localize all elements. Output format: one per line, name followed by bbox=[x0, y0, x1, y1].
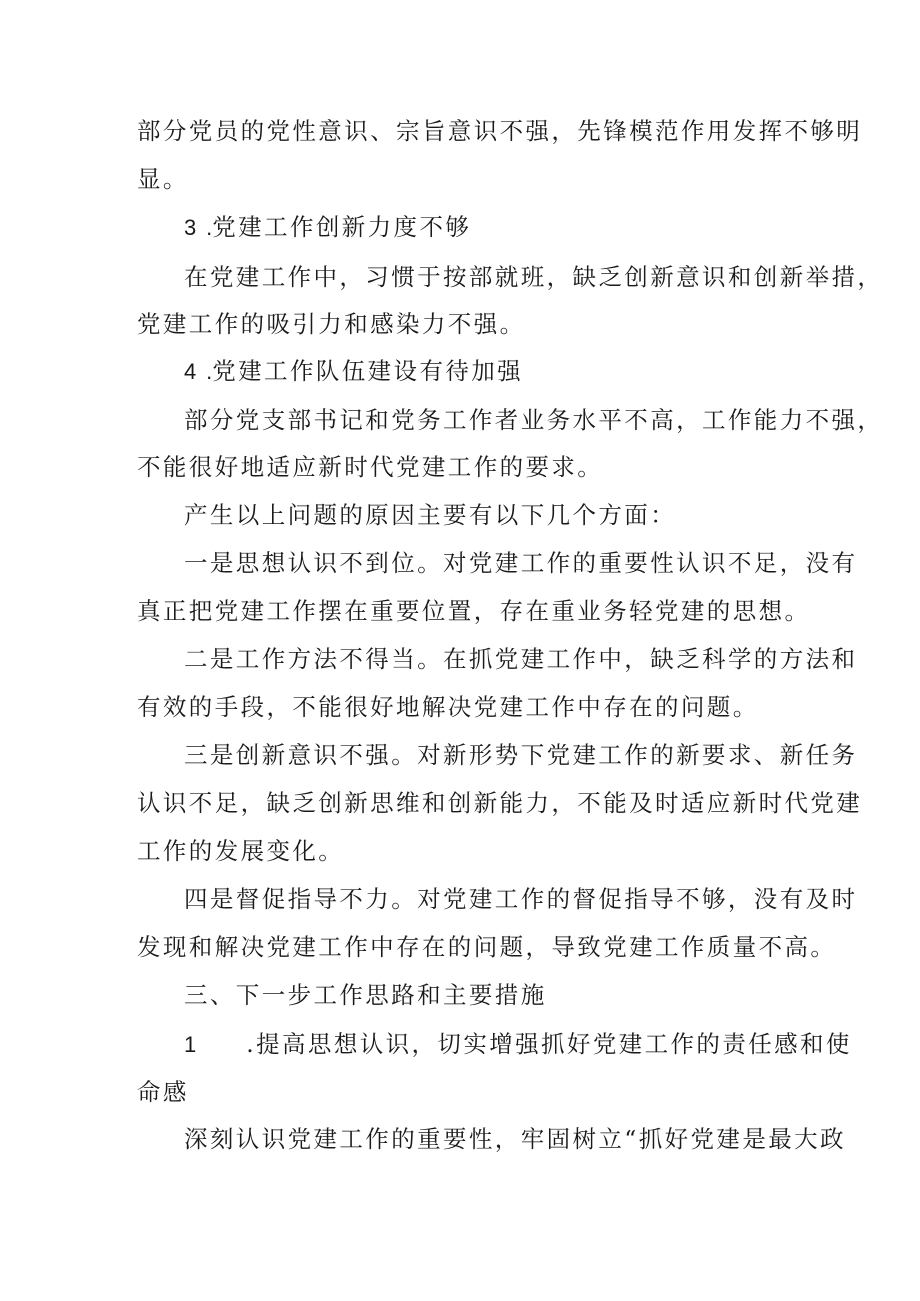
heading-number: 1 bbox=[184, 1032, 197, 1057]
heading-text: 党建工作创新力度不够 bbox=[212, 213, 472, 241]
paragraph-line: 工作的发展变化。 bbox=[137, 837, 345, 865]
paragraph-line: 三是创新意识不强。对新形势下党建工作的新要求、新任务 bbox=[184, 741, 858, 769]
paragraph-line: 产生以上问题的原因主要有以下几个方面： bbox=[184, 501, 677, 529]
section-heading-three: 三、下一步工作思路和主要措施 bbox=[184, 981, 547, 1009]
paragraph-line: 不能很好地适应新时代党建工作的要求。 bbox=[137, 453, 604, 481]
section-heading-4 bbox=[184, 356, 844, 387]
section-heading-3 bbox=[184, 212, 844, 243]
section-heading-1 bbox=[184, 1029, 852, 1060]
paragraph-line: 发现和解决党建工作中存在的问题，导致党建工作质量不高。 bbox=[137, 933, 837, 961]
paragraph-line: 命感 bbox=[137, 1078, 189, 1106]
paragraph-line: 在党建工作中，习惯于按部就班，缺乏创新意识和创新举措， bbox=[184, 263, 884, 291]
heading-dot: . bbox=[206, 215, 213, 240]
paragraph-line: 真正把党建工作摆在重要位置，存在重业务轻党建的思想。 bbox=[137, 597, 811, 625]
heading-number: 3 bbox=[184, 215, 197, 240]
paragraph-line: 有效的手段，不能很好地解决党建工作中存在的问题。 bbox=[137, 693, 759, 721]
heading-text: .提高思想认识，切实增强抓好党建工作的责任感和使 bbox=[246, 1030, 852, 1058]
paragraph-line: 深刻认识党建工作的重要性，牢固树立“抓好党建是最大政 bbox=[184, 1125, 846, 1153]
paragraph-line: 二是工作方法不得当。在抓党建工作中，缺乏科学的方法和 bbox=[184, 645, 858, 673]
heading-text: 党建工作队伍建设有待加强 bbox=[212, 357, 524, 385]
heading-dot: . bbox=[206, 359, 213, 384]
paragraph-line: 显。 bbox=[137, 165, 189, 193]
paragraph-line: 部分党员的党性意识、宗旨意识不强，先锋模范作用发挥不够明 bbox=[137, 117, 863, 145]
paragraph-line: 一是思想认识不到位。对党建工作的重要性认识不足，没有 bbox=[184, 549, 858, 577]
heading-number: 4 bbox=[184, 359, 197, 384]
paragraph-line: 四是督促指导不力。对党建工作的督促指导不够，没有及时 bbox=[184, 885, 858, 913]
paragraph-line: 党建工作的吸引力和感染力不强。 bbox=[137, 310, 526, 338]
paragraph-line: 认识不足，缺乏创新思维和创新能力，不能及时适应新时代党建 bbox=[137, 789, 863, 817]
paragraph-line: 部分党支部书记和党务工作者业务水平不高，工作能力不强， bbox=[184, 406, 884, 434]
